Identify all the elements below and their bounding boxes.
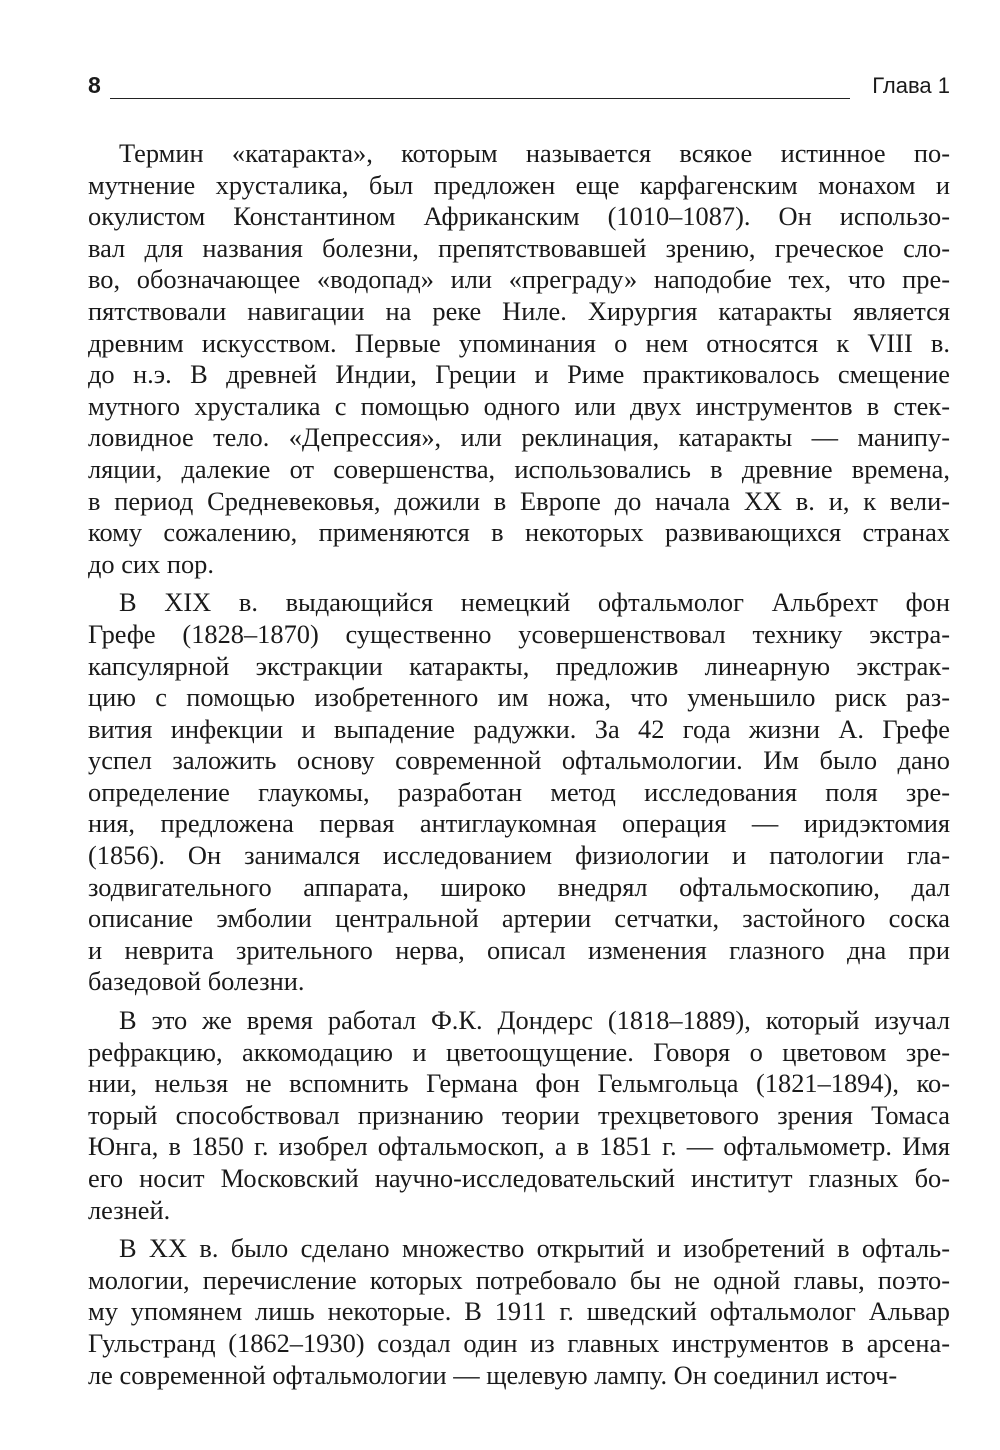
text-line: ле современной офтальмологии — щелевую лампу. Он соединил источ- xyxy=(88,1359,898,1390)
page-number: 8 xyxy=(88,72,101,98)
text-line: ловидное тело. «Депрессия», или реклинация, катаракты — манипу- xyxy=(88,422,950,453)
text-line: кому сожалению, применяются в некоторых развивающихся странах xyxy=(88,517,950,548)
text-line: описание эмболии центральной артерии сетчатки, застойного соска xyxy=(88,903,950,934)
text-line: вал для названия болезни, препятствовавшей зрению, греческое сло- xyxy=(88,232,950,263)
text-line: и неврита зрительного нерва, описал изменения глазного дна при xyxy=(88,934,950,965)
text-line: до н.э. В древней Индии, Греции и Риме практиковалось смещение xyxy=(88,359,950,390)
text-line: окулистом Константином Африканским (1010–1087). Он использо- xyxy=(88,201,950,232)
text-line: мологии, перечисление которых потребовало бы не одной главы, поэто- xyxy=(88,1264,950,1295)
text-line: Грефе (1828–1870) существенно усовершенствовал технику экстра- xyxy=(88,618,950,649)
header-rule xyxy=(110,98,850,99)
paragraph xyxy=(88,1005,950,1226)
text-line: древним искусством. Первые упоминания о нем относятся к VIII в. xyxy=(88,327,950,358)
text-line: базедовой болезни. xyxy=(88,966,305,997)
text-line: ляции, далекие от совершенства, использовались в древние времена, xyxy=(88,453,950,484)
text-line: В XIX в. выдающийся немецкий офтальмолог Альбрехт фон xyxy=(119,587,950,618)
text-line: до сих пор. xyxy=(88,548,214,579)
text-line: зодвигательного аппарата, широко внедрял офтальмоскопию, дал xyxy=(88,871,950,902)
text-line: в период Средневековья, дожили в Европе до начала XX в. и, к вели- xyxy=(88,485,950,516)
text-line: мутнение хрусталика, был предложен еще карфагенским монахом и xyxy=(88,169,950,200)
paragraph xyxy=(88,138,950,580)
text-line: В XX в. было сделано множество открытий и изобретений в офталь- xyxy=(119,1233,950,1264)
chapter-label: Глава 1 xyxy=(872,73,950,98)
text-line: рефракцию, аккомодацию и цветоощущение. Говоря о цветовом зре- xyxy=(88,1036,950,1067)
text-line: успел заложить основу современной офтальмологии. Им было дано xyxy=(88,745,950,776)
text-line: во, обозначающее «водопад» или «преграду» наподобие тех, что пре- xyxy=(88,264,950,295)
text-line: Юнга, в 1850 г. изобрел офтальмоскоп, а в 1851 г. — офтальмометр. Имя xyxy=(88,1131,950,1162)
text-line: В это же время работал Ф.К. Дондерс (1818–1889), который изучал xyxy=(119,1005,950,1036)
text-line: вития инфекции и выпадение радужки. За 42 года жизни А. Грефе xyxy=(88,713,950,744)
text-line: определение глаукомы, разработан метод исследования поля зре- xyxy=(88,776,950,807)
text-line: пятствовали навигации на реке Ниле. Хирургия катаракты является xyxy=(88,295,950,326)
text-line: цию с помощью изобретенного им ножа, что уменьшило риск раз- xyxy=(88,682,950,713)
text-line: Термин «катаракта», которым называется всякое истинное по- xyxy=(119,138,950,168)
text-line: (1856). Он занимался исследованием физиологии и патологии гла- xyxy=(88,840,950,871)
running-head xyxy=(88,70,950,102)
text-line: ния, предложена первая антиглаукомная операция — иридэктомия xyxy=(88,808,950,839)
text-line: Гульстранд (1862–1930) создал один из главных инструментов в арсена- xyxy=(88,1327,950,1358)
text-line: му упомянем лишь некоторые. В 1911 г. шведский офтальмолог Альвар xyxy=(88,1296,950,1327)
body-text xyxy=(88,138,950,1398)
text-line: лезней. xyxy=(88,1194,171,1225)
text-line: капсулярной экстракции катаракты, предложив линеарную экстрак- xyxy=(88,650,950,681)
paragraph xyxy=(88,587,950,998)
text-line: мутного хрусталика с помощью одного или двух инструментов в стек- xyxy=(88,390,950,421)
text-line: его носит Московский научно-исследовательский институт глазных бо- xyxy=(88,1163,950,1193)
text-line: нии, нельзя не вспомнить Германа фон Гельмгольца (1821–1894), ко- xyxy=(88,1068,950,1099)
text-line: торый способствовал признанию теории трехцветового зрения Томаса xyxy=(88,1099,950,1130)
paragraph xyxy=(88,1233,950,1391)
